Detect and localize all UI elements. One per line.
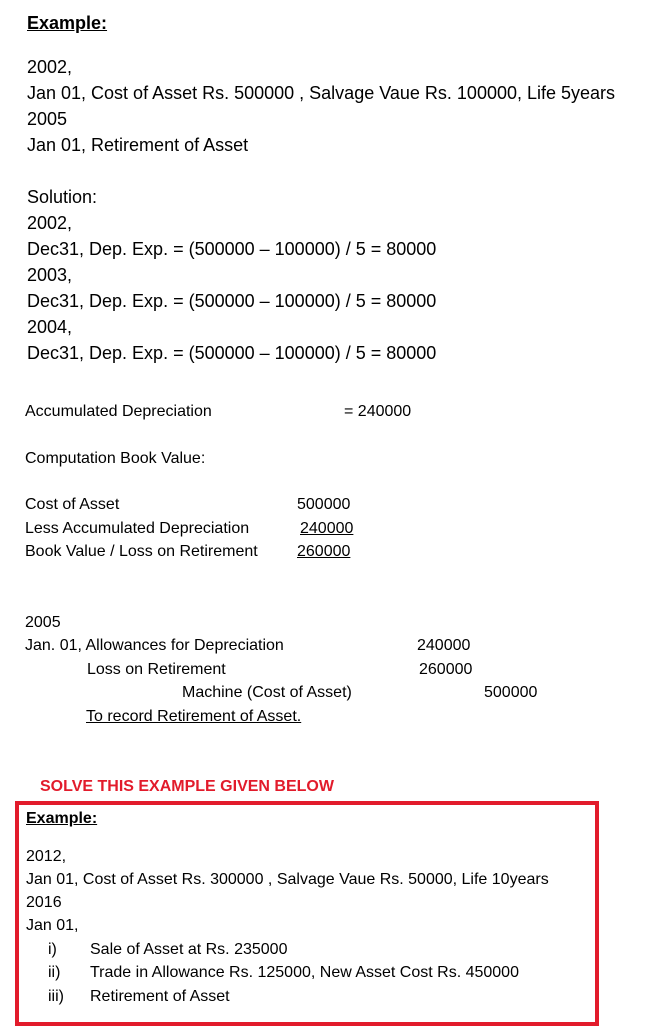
exercise-line: 2012,: [26, 848, 67, 865]
book-value-row-value: 500000: [297, 496, 351, 513]
book-value-row-label: Cost of Asset: [25, 496, 120, 513]
book-value-row-value: 240000: [300, 520, 354, 537]
solution-line: Dec31, Dep. Exp. = (500000 – 100000) / 5 = 80000: [27, 291, 437, 311]
example-line: 2002,: [27, 57, 73, 77]
example-line: Jan 01, Retirement of Asset: [27, 135, 249, 155]
solution-heading: Solution:: [27, 187, 98, 207]
example-line: Jan 01, Cost of Asset Rs. 500000 , Salvage Vaue Rs. 100000, Life 5years: [27, 83, 616, 103]
book-value-heading: Computation Book Value:: [25, 450, 206, 467]
journal-narration: To record Retirement of Asset.: [86, 708, 302, 725]
journal-debit-value: 260000: [419, 661, 473, 678]
solution-line: 2003,: [27, 265, 73, 285]
exercise-item-number: ii): [48, 964, 61, 981]
exercise-item-number: i): [48, 941, 57, 958]
journal-debit-label: Jan. 01, Allowances for Depreciation: [25, 637, 284, 654]
accumulated-label: Accumulated Depreciation: [25, 403, 212, 420]
journal-year: 2005: [25, 614, 61, 631]
accumulated-value: = 240000: [344, 403, 412, 420]
exercise-item-text: Trade in Allowance Rs. 125000, New Asset Cost Rs. 450000: [90, 964, 519, 981]
example-line: 2005: [27, 109, 68, 129]
exercise-line: Jan 01, Cost of Asset Rs. 300000 , Salvage Vaue Rs. 50000, Life 10years: [26, 871, 549, 888]
solution-line: 2002,: [27, 213, 73, 233]
journal-credit-value: 500000: [484, 684, 538, 701]
journal-credit-label: Machine (Cost of Asset): [182, 684, 352, 701]
journal-debit-label: Loss on Retirement: [87, 661, 226, 678]
exercise-line: Jan 01,: [26, 917, 79, 934]
book-value-row-label: Less Accumulated Depreciation: [25, 520, 250, 537]
book-value-row-value: 260000: [297, 543, 351, 560]
exercise-title: SOLVE THIS EXAMPLE GIVEN BELOW: [40, 778, 334, 795]
solution-line: 2004,: [27, 317, 73, 337]
example-heading: Example:: [27, 13, 108, 33]
exercise-item-number: iii): [48, 988, 64, 1005]
book-value-row-label: Book Value / Loss on Retirement: [25, 543, 258, 560]
exercise-line: 2016: [26, 894, 62, 911]
solution-line: Dec31, Dep. Exp. = (500000 – 100000) / 5 = 80000: [27, 239, 437, 259]
journal-debit-value: 240000: [417, 637, 471, 654]
exercise-item-text: Sale of Asset at Rs. 235000: [90, 941, 288, 958]
exercise-item-text: Retirement of Asset: [90, 988, 230, 1005]
exercise-heading: Example:: [26, 810, 98, 827]
solution-line: Dec31, Dep. Exp. = (500000 – 100000) / 5 = 80000: [27, 343, 437, 363]
